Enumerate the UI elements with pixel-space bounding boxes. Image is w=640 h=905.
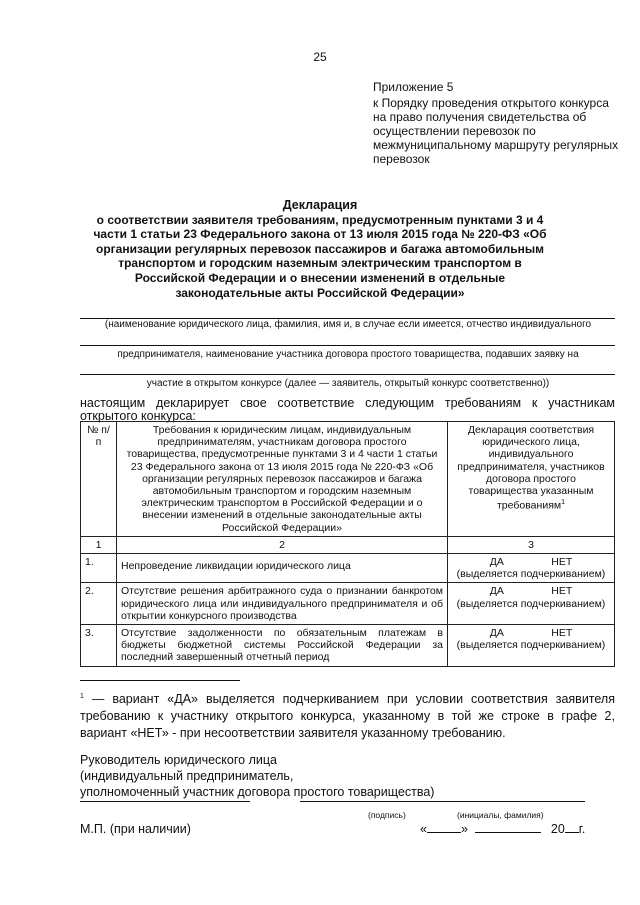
signatory-block [80,752,434,800]
footnote-text: — вариант «ДА» выделяется подчеркиванием при условии соответствия заявителя требованию к участнику открытого конкурса, указанному в той же строке в графе 2, вариант «НЕТ» - при несоответствии заявителя указанному требованию. [80,692,615,741]
appendix-title: Приложение 5 [373,80,454,94]
date-open-quote: « [420,822,427,836]
header-declaration-sup: 1 [561,499,565,507]
footnote-mark: 1 [80,693,84,700]
row-num: 2. [81,583,117,625]
hint-line-1: (наименование юридического лица, фамилия, имя и, в случае если имеется, отчество индивидуального [104,319,592,330]
day-blank[interactable] [427,820,461,833]
signatory-line-3: уполномоченный участник договора простого товарищества) [80,785,435,799]
signatory-underline [80,801,250,802]
intro-line-1: настоящим декларирует свое соответствие следующим требованиям к участникам [80,396,615,410]
row-requirement: Отсутствие решения арбитражного суда о признании банкротом юридического лица или индивидуального предпринимателя и об открытии конкурсного производства [117,583,448,625]
requirements-table [80,421,615,667]
footnote-separator [80,680,240,681]
row-requirement: Отсутствие задолженности по обязательным платежам в бюджеты бюджетной системы Российской Федерации за последний завершенный отчетный период [117,625,448,667]
month-blank[interactable] [475,820,541,833]
footnote [80,688,615,742]
declaration-title: Декларация [282,198,358,212]
header-requirements: Требования к юридическим лицам, индивидуальным предпринимателям, участникам договора простого товарищества, предусмотренные пунктами 3 и 4 части 1 статьи 23 Федерального закона от 13 июля 2015 года № 220-ФЗ «Об организации регулярных перевозок пассажиров и багажа автомобильным транспортом и городским наземным электрическим транспортом в Российской Федерации и о внесении изменений в отдельные законодательные акты Российской Федерации» [117,422,448,537]
page-number: 25 [313,50,327,64]
table-row [81,554,615,583]
year-suffix: г. [578,822,586,836]
table-col-numbers-row [81,536,615,553]
row-declaration-cell [448,583,615,625]
row-declaration-cell [448,554,615,583]
yes-option[interactable]: ДА [489,556,504,569]
date-close-quote: » [460,822,468,836]
underline-note: (выделяется подчеркиванием) [456,597,606,610]
signature-label: (подпись) [368,810,406,820]
row-requirement: Непроведение ликвидации юридического лица [117,554,448,583]
initials-label: (инициалы, фамилия) [457,810,544,820]
row-declaration-cell [448,625,615,667]
row-num: 3. [81,625,117,667]
signature-line [300,801,585,802]
underline-note: (выделяется подчеркиванием) [456,568,606,581]
row-num: 1. [81,554,117,583]
stamp-label: М.П. (при наличии) [80,822,191,836]
no-option[interactable]: НЕТ [551,585,573,598]
hint-line-2: предпринимателя, наименование участника договора простого товарищества, подавших заявку на [117,349,579,360]
yes-option[interactable]: ДА [489,627,504,640]
header-declaration-text: Декларация соответствия юридического лица, индивидуального предпринимателя, участников договора простого товарищества указанным требованиям [457,424,605,512]
appendix-block [373,80,623,166]
underline-note: (выделяется подчеркиванием) [456,639,606,652]
yes-option[interactable]: ДА [489,585,504,598]
col-number-2: 2 [117,536,448,553]
table-row [81,583,615,625]
no-option[interactable]: НЕТ [551,627,573,640]
table-header-row [81,422,615,537]
signatory-line-2: (индивидуальный предприниматель, [80,769,294,783]
declaration-heading [90,198,550,300]
signatory-line-1: Руководитель юридического лица [80,753,277,767]
appendix-text: к Порядку проведения открытого конкурса на право получения свидетельства об осуществлении перевозок по межмуниципальному маршруту регулярных перевозок [373,96,619,166]
applicant-name-line-3 [80,374,615,375]
col-number-1: 1 [81,536,117,553]
intro-line-2: открытого конкурса: [80,409,196,423]
col-number-3: 3 [448,536,615,553]
year-blank[interactable] [565,820,579,833]
header-declaration [448,422,615,537]
date-field[interactable] [420,820,585,836]
hint-line-3: участие в открытом конкурсе (далее — заявитель, открытый конкурс соответственно)) [146,378,550,389]
declaration-subtitle: о соответствии заявителя требованиям, предусмотренным пунктами 3 и 4 части 1 статьи 23 Федерального закона от 13 июля 2015 года № 220-ФЗ «Об организации регулярных перевозок пассажиров и багажа автомобильным транспортом и городским наземным электрическим транспортом в Российской Федерации и о внесении изменений в отдельные законодательные акты Российской Федерации» [93,212,547,300]
header-num: № п/п [81,422,117,537]
table-row [81,625,615,667]
no-option[interactable]: НЕТ [551,556,573,569]
applicant-name-line-2 [80,345,615,346]
year-prefix: 20 [550,822,565,836]
